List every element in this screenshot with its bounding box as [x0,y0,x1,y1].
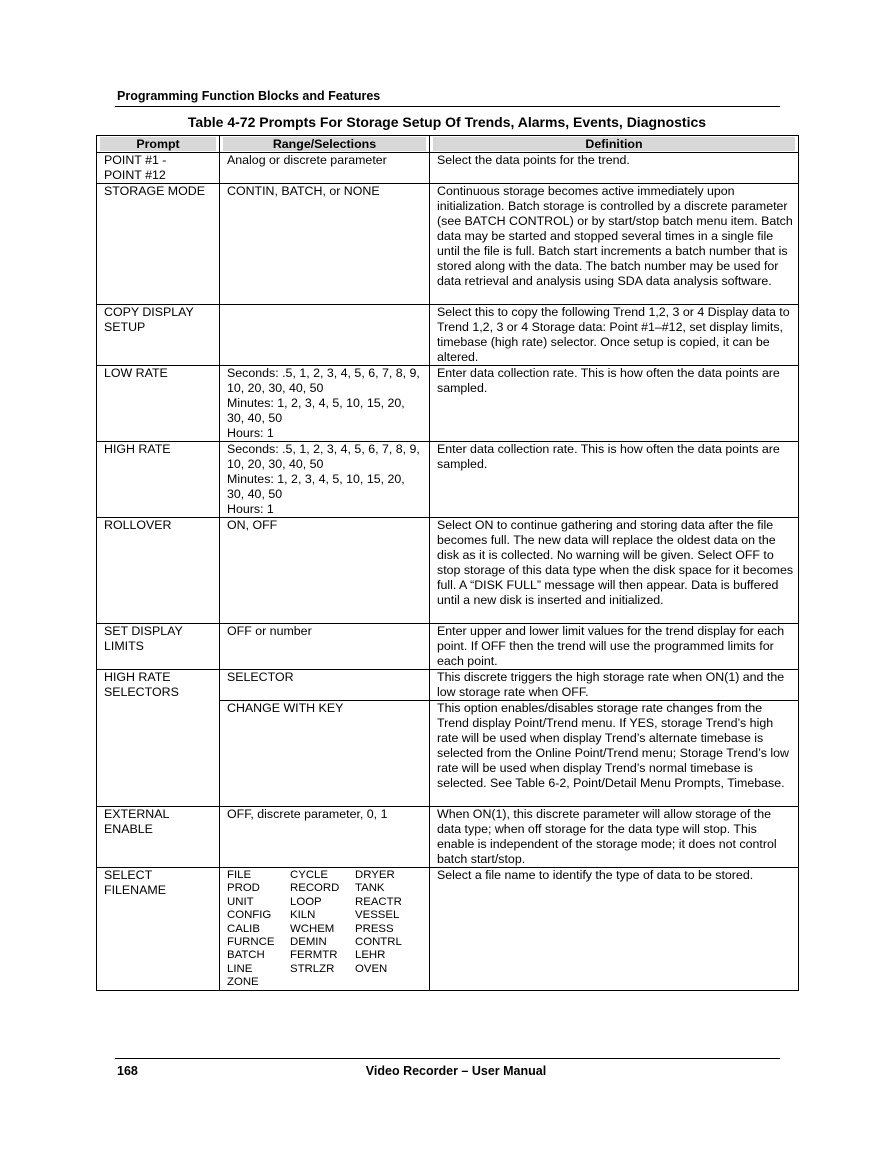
prompt-cell: ROLLOVER [97,518,220,624]
footer-rule [115,1058,780,1059]
range-cell: OFF or number [220,624,430,670]
definition-cell: Continuous storage becomes active immediately upon initialization. Batch storage is controlled by a discrete parameter (see BATCH CONTROL) or by start/stop batch menu item. Batch data may be started and stopped several times in a single file until the file is full. Batch start increments a batch number that is stored along with the data. The batch number may be used for data retrieval and analysis using SDA data analysis software. [430,184,799,305]
range-cell: Analog or discrete parameter [220,153,430,184]
filename-column: DRYER TANK REACTR VESSEL PRESS CONTRL LEHR OVEN [355,869,402,975]
header-rule [115,106,780,107]
filename-column: CYCLE RECORD LOOP KILN WCHEM DEMIN FERMTR STRLZR [290,869,340,975]
page-number: 168 [117,1064,138,1078]
table-row [97,518,799,624]
definition-cell: Enter data collection rate. This is how often the data points are sampled. [430,442,799,518]
definition-cell: Select ON to continue gathering and storing data after the file becomes full. The new data will replace the oldest data on the disk as it is collected. No warning will be given. Select OFF to stop storage of this data type when the disk space for it becomes full. A “DISK FULL” message will then appear. Data is buffered until a new disk is inserted and initialized. [430,518,799,624]
table-row [97,153,799,184]
column-header-prompt: Prompt [97,136,220,153]
range-cell: SELECTOR [220,670,430,701]
range-cell: Seconds: .5, 1, 2, 3, 4, 5, 6, 7, 8, 9, 10, 20, 30, 40, 50 Minutes: 1, 2, 3, 4, 5, 10, 15, 20, 30, 40, 50 Hours: 1 [220,442,430,518]
range-cell: CHANGE WITH KEY [220,701,430,807]
prompt-cell: POINT #1 - POINT #12 [97,153,220,184]
table-row [97,305,799,366]
prompt-cell: STORAGE MODE [97,184,220,305]
column-header-definition: Definition [430,136,799,153]
prompt-cell: LOW RATE [97,366,220,442]
definition-cell: This discrete triggers the high storage rate when ON(1) and the low storage rate when OFF. [430,670,799,701]
table-header-row [97,136,799,153]
table-row [97,868,799,991]
column-header-range: Range/Selections [220,136,430,153]
range-cell: CONTIN, BATCH, or NONE [220,184,430,305]
definition-cell: Enter upper and lower limit values for the trend display for each point. If OFF then the trend will use the programmed limits for each point. [430,624,799,670]
prompt-cell: SELECT FILENAME [97,868,220,991]
range-cell: OFF, discrete parameter, 0, 1 [220,807,430,868]
range-cell [220,868,430,991]
prompts-table [96,135,799,991]
range-cell [220,305,430,366]
filename-grid [227,869,425,990]
table-row [97,624,799,670]
table-row [97,670,799,701]
definition-cell: Select a file name to identify the type of data to be stored. [430,868,799,991]
manual-title: Video Recorder – User Manual [365,1064,547,1078]
definition-cell: Enter data collection rate. This is how often the data points are sampled. [430,366,799,442]
filename-column: FILE PROD UNIT CONFIG CALIB FURNCE BATCH LINE ZONE [227,869,275,989]
definition-cell: When ON(1), this discrete parameter will allow storage of the data type; when off storage for the data type will stop. This enable is independent of the storage mode; it does not control batch start/stop. [430,807,799,868]
range-cell: ON, OFF [220,518,430,624]
running-head: Programming Function Blocks and Features [117,89,381,103]
table-row [97,442,799,518]
table-row [97,807,799,868]
prompt-cell: HIGH RATE [97,442,220,518]
prompt-cell: COPY DISPLAY SETUP [97,305,220,366]
prompt-cell: EXTERNAL ENABLE [97,807,220,868]
prompt-cell: HIGH RATE SELECTORS [97,670,220,807]
definition-cell: Select the data points for the trend. [430,153,799,184]
definition-cell: Select this to copy the following Trend 1,2, 3 or 4 Display data to Trend 1,2, 3 or 4 Storage data: Point #1–#12, set display limits, timebase (high rate) selector. Once setup is copied, it can be altered. [430,305,799,366]
range-cell: Seconds: .5, 1, 2, 3, 4, 5, 6, 7, 8, 9, 10, 20, 30, 40, 50 Minutes: 1, 2, 3, 4, 5, 10, 15, 20, 30, 40, 50 Hours: 1 [220,366,430,442]
table-title: Table 4-72 Prompts For Storage Setup Of Trends, Alarms, Events, Diagnostics [187,114,707,130]
table-row [97,184,799,305]
definition-cell: This option enables/disables storage rate changes from the Trend display Point/Trend menu. If YES, storage Trend’s high rate will be used when display Trend’s alternate timebase is selected from the Online Point/Trend menu; Storage Trend’s low rate will be used when display Trend’s normal timebase is selected. See Table 6-2, Point/Detail Menu Prompts, Timebase. [430,701,799,807]
table-row [97,366,799,442]
prompt-cell: SET DISPLAY LIMITS [97,624,220,670]
